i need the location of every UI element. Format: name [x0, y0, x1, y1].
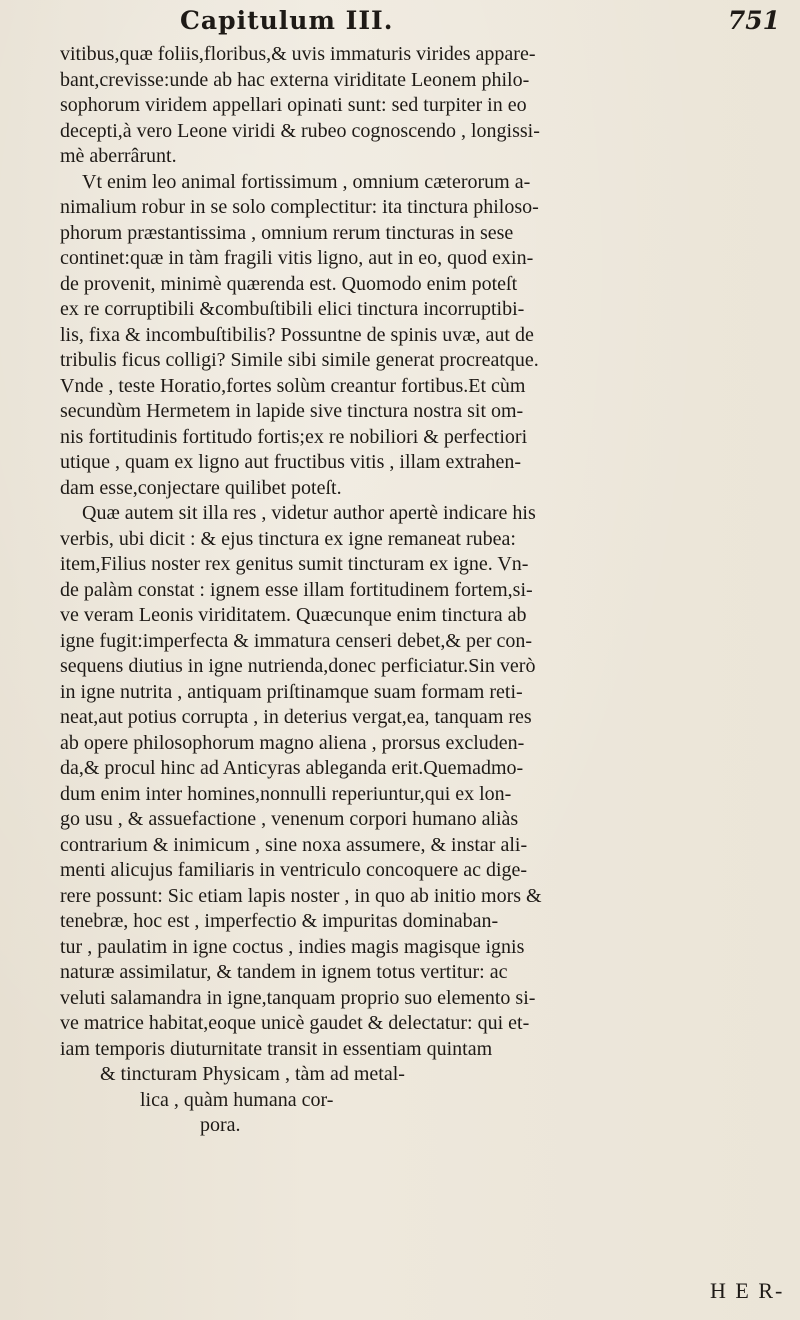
text-line: nimalium robur in se solo complectitur: ita tinctura philoso- — [60, 196, 539, 218]
text-line: go usu , & assuefactione , venenum corpori humano aliàs — [60, 808, 519, 830]
text-line: item,Filius noster rex genitus sumit tincturam ex igne. Vn- — [60, 553, 529, 575]
text-line: lica , quàm humana cor- — [140, 1088, 334, 1111]
text-line: decepti,à vero Leone viridi & rubeo cognoscendo , longissi- — [60, 119, 540, 142]
text-line: de palàm constat : ignem esse illam fortitudinem fortem,si- — [60, 578, 533, 601]
page-number: 751 — [727, 6, 780, 35]
text-line: rere possunt: Sic etiam lapis noster , in quo ab initio mors & — [60, 884, 542, 907]
text-line: tenebræ, hoc est , imperfectio & impuritas dominaban- — [60, 910, 499, 932]
text-line: dum enim inter homines,nonnulli reperiuntur,qui ex lon- — [60, 782, 512, 805]
text-line: nis fortitudinis fortitudo fortis;ex re nobiliori & perfectiori — [60, 425, 528, 448]
text-line: secundùm Hermetem in lapide sive tinctura nostra sit om- — [60, 400, 524, 422]
page-header — [60, 6, 780, 42]
text-line: ve veram Leonis viriditatem. Quæcunque enim tinctura ab — [60, 604, 527, 626]
text-line: sophorum viridem appellari opinati sunt: sed turpiter in eo — [60, 94, 527, 116]
text-line: lis, fixa & incombuſtibilis? Possuntne de spinis uvæ, aut de — [60, 323, 534, 346]
text-line: ex re corruptibili &combuſtibili elici tinctura incorruptibi- — [60, 298, 525, 320]
text-line: utique , quam ex ligno aut fructibus vitis , illam extrahen- — [60, 451, 522, 473]
text-line: tur , paulatim in igne coctus , indies magis magisque ignis — [60, 935, 525, 958]
text-line: iam temporis diuturnitate transit in essentiam quintam — [60, 1037, 493, 1060]
text-line: igne fugit:imperfecta & immatura censeri debet,& per con- — [60, 629, 533, 652]
running-head: Capitulum III. — [180, 6, 394, 35]
text-line: vitibus,quæ foliis,floribus,& uvis immaturis virides appare- — [60, 43, 536, 65]
text-line: veluti salamandra in igne,tanquam proprio suo elemento si- — [60, 986, 536, 1009]
text-line: menti alicujus familiaris in ventriculo concoquere ac dige- — [60, 859, 528, 881]
text-line: verbis, ubi dicit : & ejus tinctura ex igne remaneat rubea: — [60, 527, 516, 550]
text-line: contrarium & inimicum , sine noxa assumere, & instar ali- — [60, 833, 528, 856]
text-line: de provenit, minimè quærenda est. Quomodo enim poteſt — [60, 272, 518, 295]
text-line: Quæ autem sit illa res , videtur author apertè indicare his — [82, 502, 536, 524]
text-line: dam esse,conjectare quilibet poteſt. — [60, 476, 342, 499]
catchword: H E R- — [710, 1278, 785, 1303]
text-line: phorum præstantissima , omnium rerum tincturas in sese — [60, 221, 514, 244]
text-line: & tincturam Physicam , tàm ad metal- — [100, 1063, 405, 1085]
text-line: continet:quæ in tàm fragili vitis ligno, aut in eo, quod exin- — [60, 247, 534, 269]
text-line: neat,aut potius corrupta , in deterius vergat,ea, tanquam res — [60, 706, 532, 728]
text-line: bant,crevisse:unde ab hac externa viriditate Leonem philo- — [60, 68, 530, 91]
text-line: tribulis ficus colligi? Simile sibi simile generat procreatque. — [60, 349, 539, 371]
text-line: mè aberrârunt. — [60, 145, 177, 167]
text-line: sequens diutius in igne nutrienda,donec perficiatur.Sin verò — [60, 655, 536, 677]
text-line: in igne nutrita , antiquam priſtinamque suam formam reti- — [60, 680, 523, 703]
text-line: Vt enim leo animal fortissimum , omnium cæterorum a- — [82, 170, 531, 193]
text-line: da,& procul hinc ad Anticyras ableganda erit.Quemadmo- — [60, 757, 524, 779]
text-line: pora. — [200, 1114, 241, 1136]
text-line: naturæ assimilatur, & tandem in ignem totus vertitur: ac — [60, 961, 508, 983]
text-line: ve matrice habitat,eoque unicè gaudet & delectatur: qui et- — [60, 1012, 530, 1034]
text-line: Vnde , teste Horatio,fortes solùm creantur fortibus.Et cùm — [60, 374, 526, 397]
body-text — [60, 42, 790, 1139]
text-line: ab opere philosophorum magno aliena , prorsus excluden- — [60, 731, 525, 754]
